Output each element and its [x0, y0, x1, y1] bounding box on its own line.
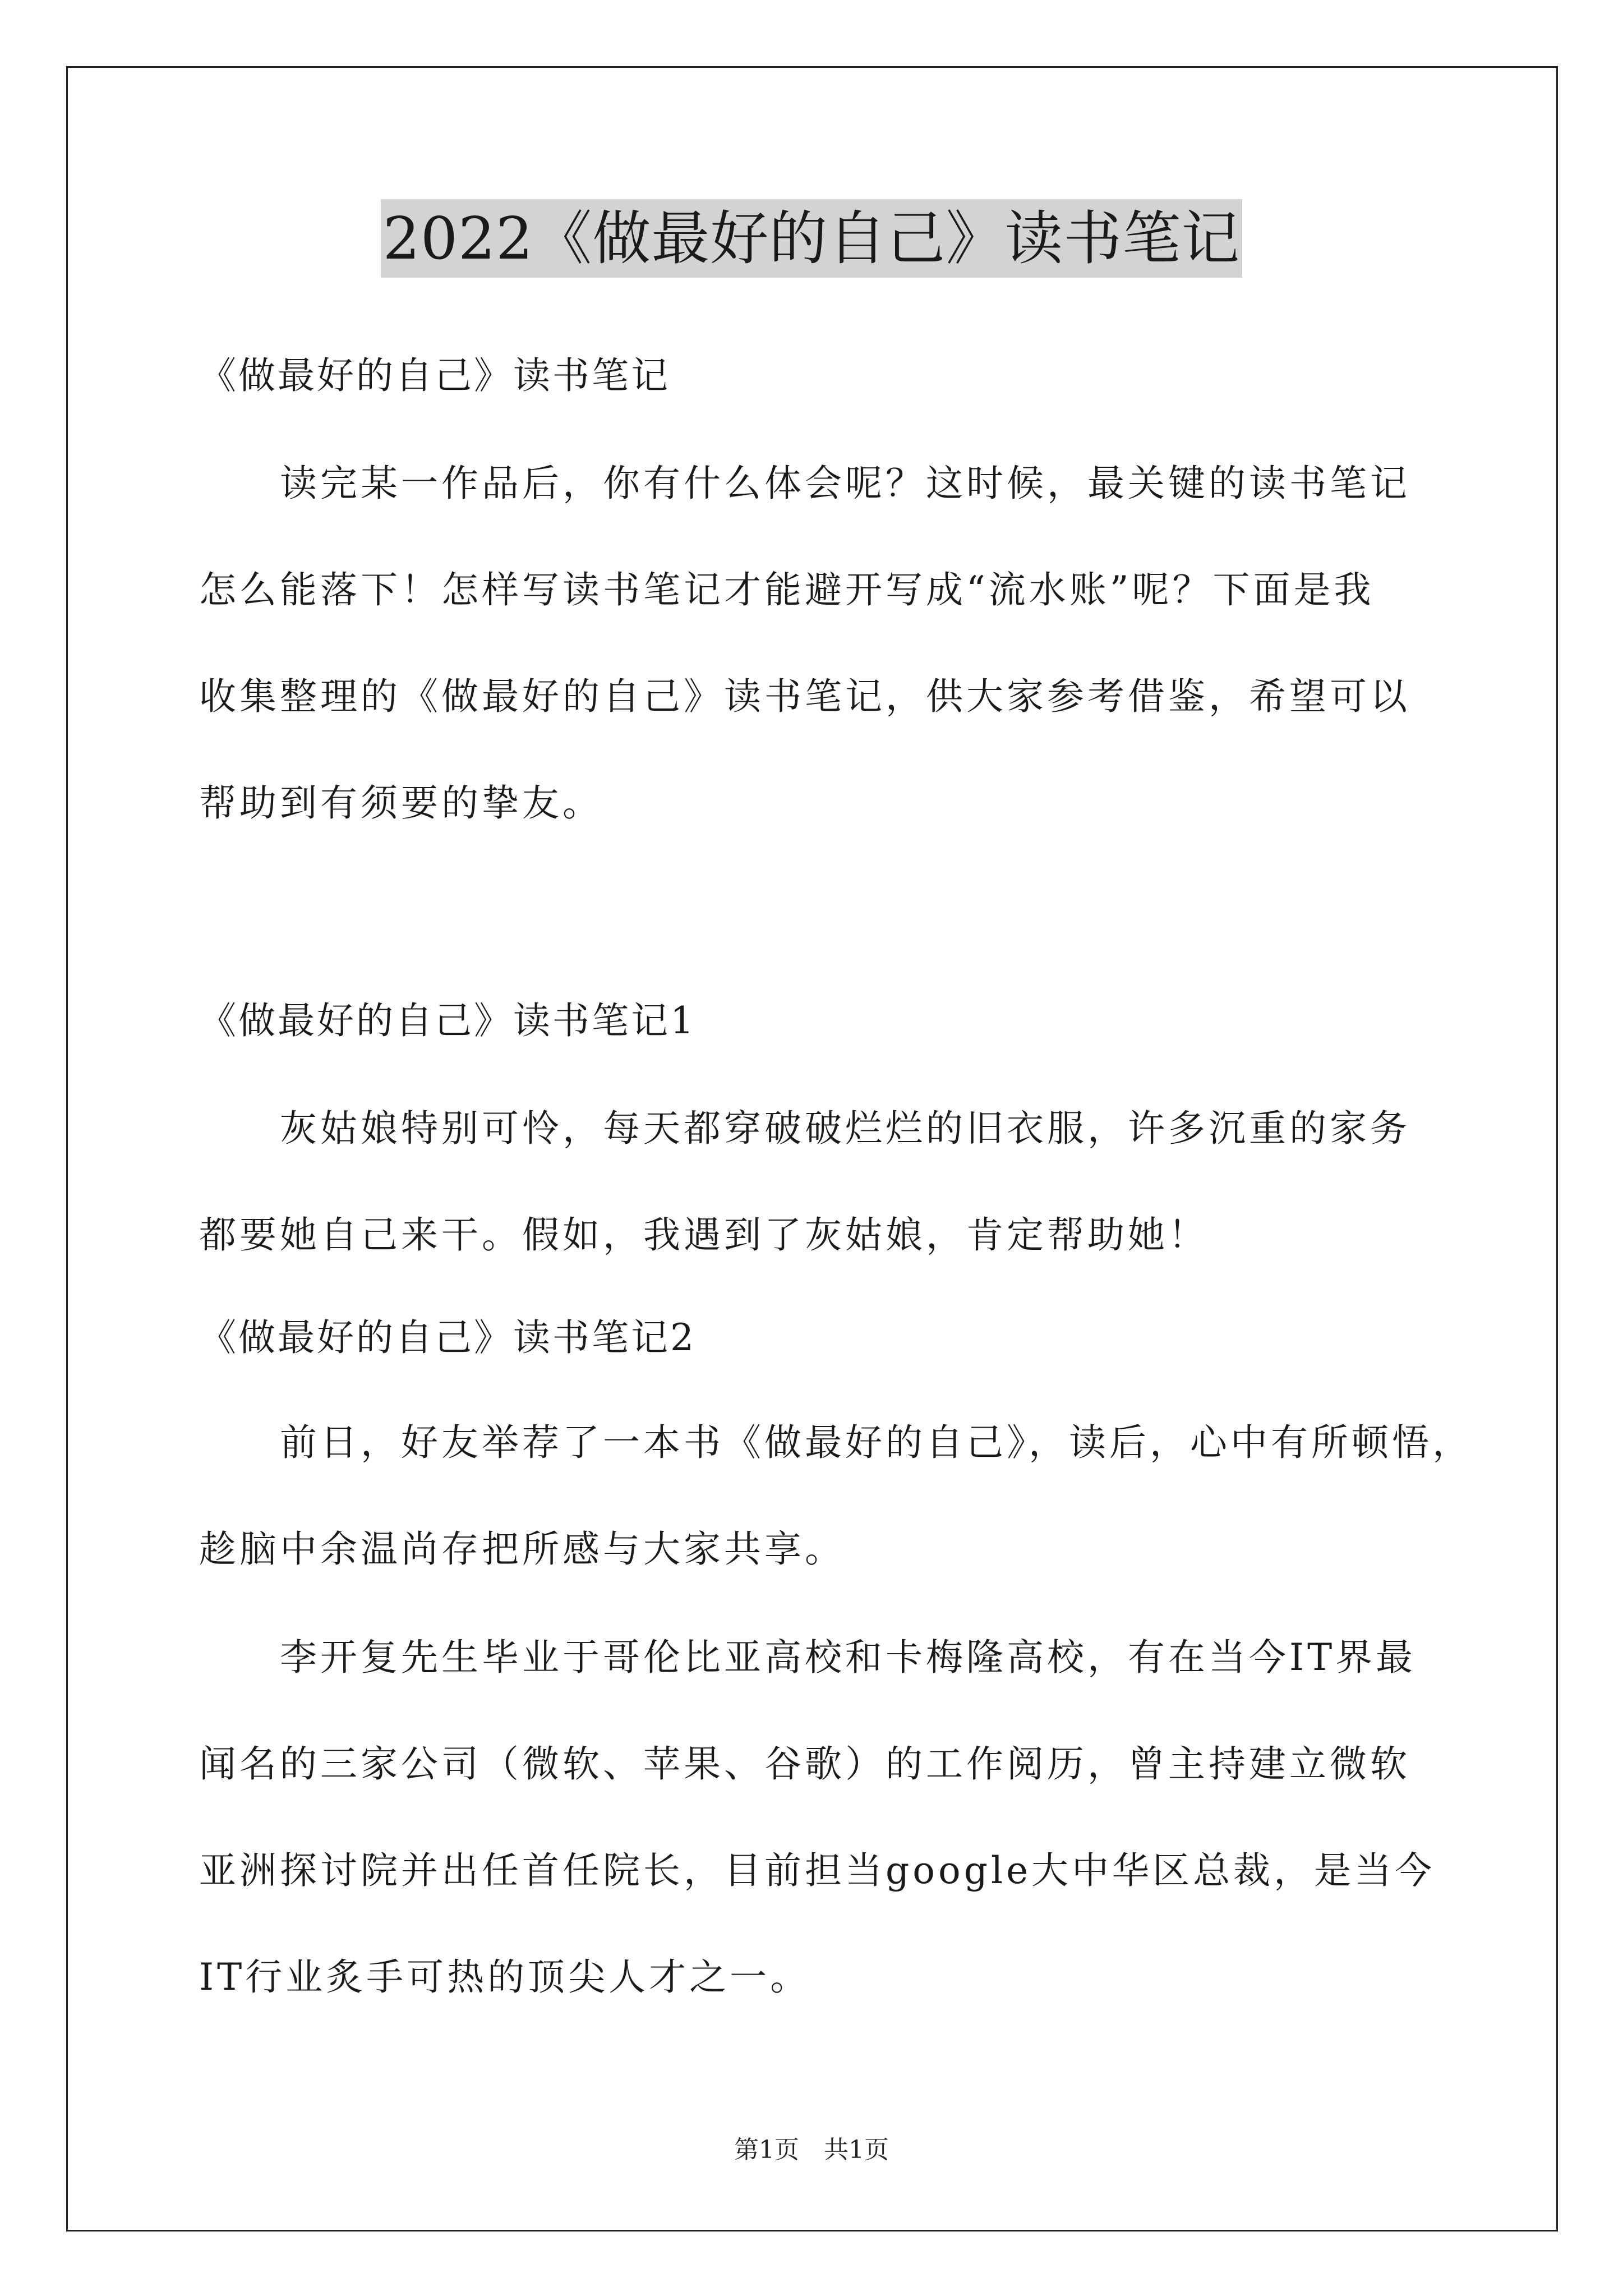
- page-footer: 第1页 共1页: [734, 2136, 889, 2164]
- section2-para2-line: 李开复先生毕业于哥伦比亚高校和卡梅隆高校，有在当今IT界最: [199, 1636, 1417, 1679]
- section2-para2-line: IT行业炙手可热的顶尖人才之一。: [199, 1955, 811, 1999]
- section2-para2-line: 亚洲探讨院并出任首任院长，目前担当google大中华区总裁，是当今: [199, 1849, 1436, 1892]
- document-title: 2022《做最好的自己》读书笔记: [381, 199, 1243, 278]
- intro-line: 读完某一作品后，你有什么体会呢？这时候，最关键的读书笔记: [199, 462, 1410, 505]
- intro-line: 帮助到有须要的挚友。: [199, 781, 603, 825]
- section1-heading: 《做最好的自己》读书笔记1: [199, 999, 696, 1042]
- subtitle: 《做最好的自己》读书笔记: [199, 354, 670, 397]
- intro-line: 怎么能落下！怎样写读书笔记才能避开写成“流水账”呢？下面是我: [199, 568, 1375, 611]
- section2-heading: 《做最好的自己》读书笔记2: [199, 1316, 696, 1359]
- intro-line: 收集整理的《做最好的自己》读书笔记，供大家参考借鉴，希望可以: [199, 675, 1410, 718]
- section1-line: 灰姑娘特别可怜，每天都穿破破烂烂的旧衣服，许多沉重的家务: [199, 1107, 1410, 1150]
- section1-line: 都要她自己来干。假如，我遇到了灰姑娘，肯定帮助她！: [199, 1213, 1209, 1257]
- title-wrap: [0, 199, 1623, 278]
- section2-para2-line: 闻名的三家公司（微软、苹果、谷歌）的工作阅历，曾主持建立微软: [199, 1742, 1410, 1786]
- section2-para1-line: 前日，好友举荐了一本书《做最好的自己》，读后，心中有所顿悟，: [199, 1421, 1473, 1464]
- section2-para1-line: 趁脑中余温尚存把所感与大家共享。: [199, 1527, 845, 1571]
